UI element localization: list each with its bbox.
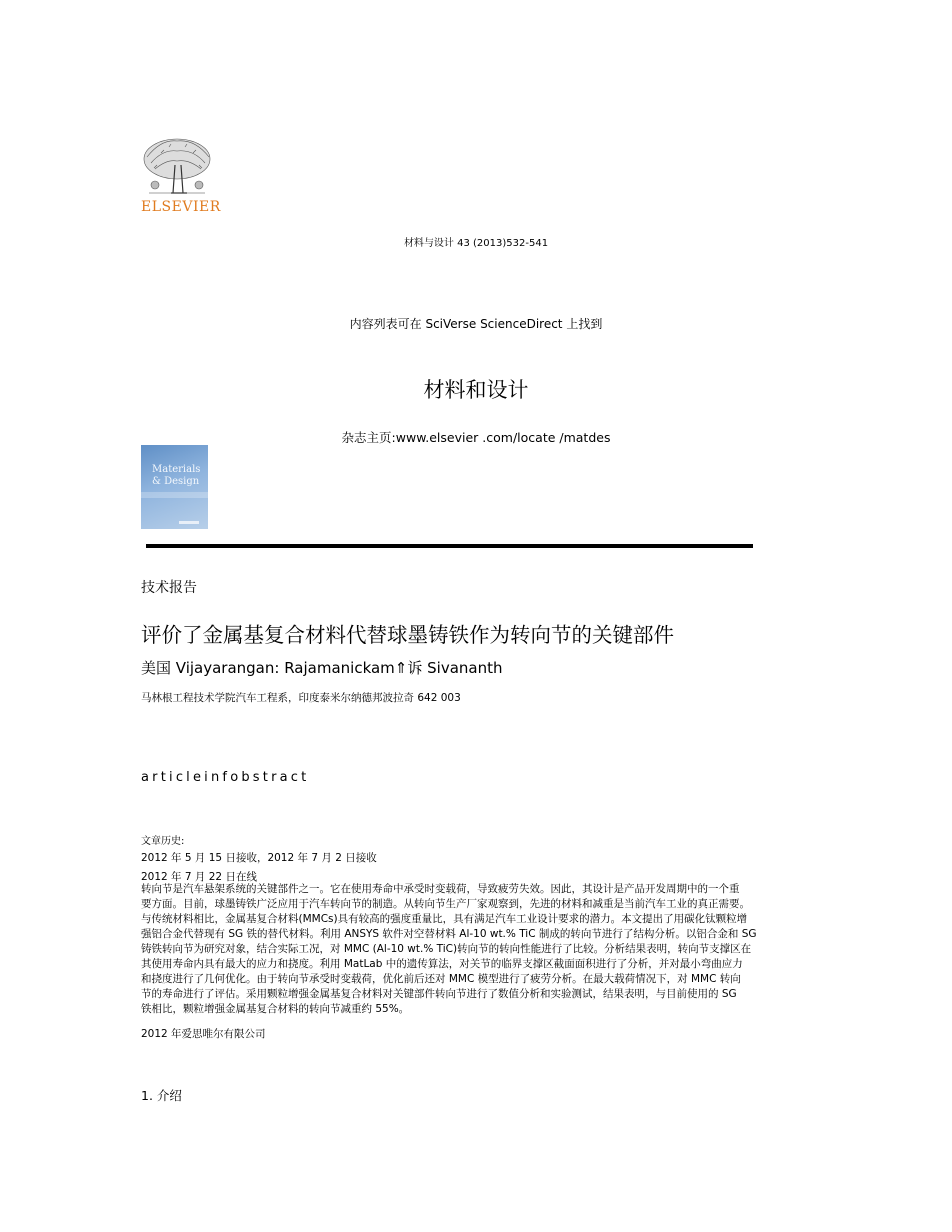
journal-citation: 材料与设计 43 (2013)532-541 — [403, 238, 549, 249]
author-list[interactable]: 美国 Vijayarangan: Rajamanickam⇑诉 Sivananth — [141, 659, 503, 677]
article-title: 评价了金属基复合材料代替球墨铸铁作为转向节的关键部件 — [141, 623, 674, 647]
abstract-line: 要方面。目前，球墨铸铁广泛应用于汽车转向节的制造。从转向节生产厂家观察到，先进的材料和减重是当前汽车工业的真正需要。 — [141, 898, 750, 910]
contents-availability: 内容列表可在 SciVerse ScienceDirect 上找到 — [349, 317, 603, 331]
journal-cover-image — [141, 445, 208, 529]
abstract-line: 和挠度进行了几何优化。由于转向节承受时变载荷，优化前后还对 MMC 模型进行了疲劳分析。在最大载荷情况下，对 MMC 转向 — [141, 973, 741, 985]
cover-stripe — [141, 492, 208, 498]
cover-title-line1: Materials — [152, 464, 201, 475]
abstract-line: 强铝合金代替现有 SG 铁的替代材料。利用 ANSYS 软件对空替材料 Al-10 wt.% TiC 制成的转向节进行了结构分析。以铝合金和 SG — [141, 928, 757, 940]
cover-title-line2: & Design — [152, 476, 200, 487]
journal-homepage-link[interactable]: 杂志主页:www.elsevier .com/locate /matdes — [341, 430, 611, 445]
elsevier-wordmark: ELSEVIER — [141, 199, 221, 215]
header-divider — [146, 544, 753, 548]
article-info-abstract-heading: articleinfobstract — [141, 770, 310, 785]
introduction-heading: 1. 介绍 — [141, 1088, 182, 1103]
journal-title: 材料和设计 — [423, 378, 529, 402]
copyright-notice: 2012 年爱思唯尔有限公司 — [141, 1028, 266, 1040]
abstract-line: 转向节是汽车悬架系统的关键部件之一。它在使用寿命中承受时变载荷，导致疲劳失效。因此，其设计是产品开发周期中的一个重 — [141, 883, 740, 895]
abstract-line: 节的寿命进行了评估。采用颗粒增强金属基复合材料对关键部件转向节进行了数值分析和实验测试，结果表明，与目前使用的 SG — [141, 988, 737, 1000]
section-type: 技术报告 — [141, 580, 197, 596]
author-affiliation: 马林根工程技术学院汽车工程系，印度泰米尔纳德邦波拉奇 642 003 — [141, 692, 461, 704]
article-history-label: 文章历史: — [141, 836, 185, 847]
abstract-line: 铁相比，颗粒增强金属基复合材料的转向节减重约 55%。 — [141, 1003, 410, 1015]
abstract-line: 铸铁转向节为研究对象，结合实际工况，对 MMC (Al-10 wt.% TiC)转向节的转向性能进行了比较。分析结果表明，转向节支撑区在 — [141, 943, 752, 955]
received-dates: 2012 年 5 月 15 日接收，2012 年 7 月 2 日接收 — [141, 852, 377, 864]
cover-publisher-mark — [179, 521, 199, 524]
online-date: 2012 年 7 月 22 日在线 — [141, 871, 257, 883]
abstract-line: 与传统材料相比，金属基复合材料(MMCs)具有较高的强度重量比，具有满足汽车工业设计要求的潜力。本文提出了用碳化钛颗粒增 — [141, 913, 748, 925]
abstract-line: 其使用寿命内具有最大的应力和挠度。利用 MatLab 中的遗传算法，对关节的临界支撑区截面面积进行了分析，并对最小弯曲应力 — [141, 958, 743, 970]
